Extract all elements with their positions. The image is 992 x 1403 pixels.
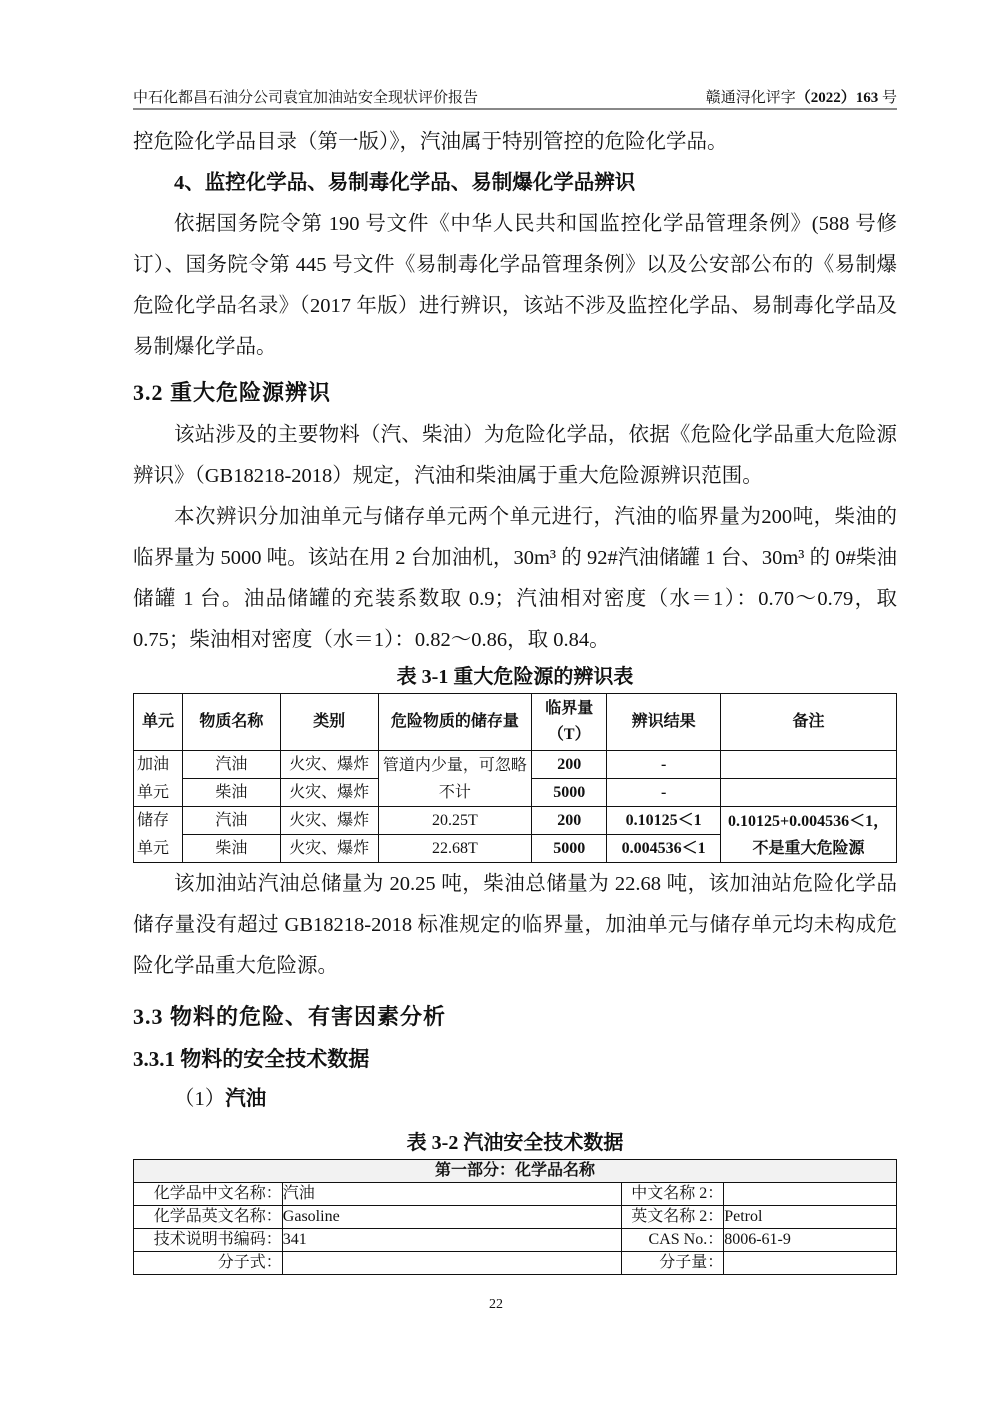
table-row bbox=[134, 1183, 897, 1206]
cell-note bbox=[721, 751, 897, 779]
header-note: 备注 bbox=[721, 694, 897, 751]
paragraph-monitored-chemicals: 依据国务院令第 190 号文件《中华人民共和国监控化学品管理条例》(588 号修订）、国务院令第 445 号文件《易制毒化学品管理条例》以及公安部公布的《易制爆危险化学品名录》（2017 年版）进行辨识，该站不涉及监控化学品、易制毒化学品及易制爆化学品。 bbox=[133, 213, 897, 358]
cell-category: 火灾、爆炸 bbox=[280, 779, 378, 807]
cell-substance: 柴油 bbox=[182, 835, 280, 863]
cell-category: 火灾、爆炸 bbox=[280, 835, 378, 863]
cell-critical: 200 bbox=[532, 751, 607, 779]
value-formula bbox=[282, 1252, 622, 1275]
unit-refuel-line1: 加油 bbox=[134, 751, 183, 779]
label-cn-name: 化学品中文名称： bbox=[134, 1183, 283, 1206]
value-en-name: Gasoline bbox=[282, 1206, 622, 1229]
value-en-name-2: Petrol bbox=[724, 1206, 897, 1229]
cell-result: 0.004536＜1 bbox=[607, 835, 721, 863]
item-title: 汽油 bbox=[225, 1088, 267, 1110]
cell-category: 火灾、爆炸 bbox=[280, 807, 378, 835]
section-heading-3-3-1: 3.3.1 物料的安全技术数据 bbox=[133, 1047, 370, 1071]
gasoline-safety-data-table bbox=[133, 1159, 897, 1275]
unit-refuel-line2: 单元 bbox=[134, 779, 183, 807]
item-heading-gasoline bbox=[133, 1079, 897, 1119]
cell-note bbox=[721, 779, 897, 807]
cell-critical: 5000 bbox=[532, 835, 607, 863]
label-tech-code: 技术说明书编码： bbox=[134, 1229, 283, 1252]
cell-critical: 200 bbox=[532, 807, 607, 835]
cell-category: 火灾、爆炸 bbox=[280, 751, 378, 779]
page-number: 22 bbox=[489, 1297, 503, 1312]
header-storage: 危险物质的储存量 bbox=[378, 694, 532, 751]
paragraph-conclusion: 该加油站汽油总储量为 20.25 吨，柴油总储量为 22.68 吨，该加油站危险化学品储存量没有超过 GB18218-2018 标准规定的临界量，加油单元与储存单元均未构成危险化学品重大危险源。 bbox=[133, 873, 897, 977]
header-category: 类别 bbox=[280, 694, 378, 751]
cell-note-merged bbox=[721, 807, 897, 863]
value-tech-code: 341 bbox=[282, 1229, 622, 1252]
unit-storage-line2: 单元 bbox=[134, 835, 183, 863]
label-formula: 分子式： bbox=[134, 1252, 283, 1275]
report-number bbox=[706, 86, 897, 107]
label-en-name: 化学品英文名称： bbox=[134, 1206, 283, 1229]
table-row bbox=[134, 1252, 897, 1275]
table-row bbox=[134, 1229, 897, 1252]
report-number-year: （2022） bbox=[795, 90, 856, 106]
cell-substance: 汽油 bbox=[182, 751, 280, 779]
table-3-1-caption: 表 3-1 重大危险源的辨识表 bbox=[396, 666, 634, 688]
value-cn-name-2 bbox=[724, 1183, 897, 1206]
header-critical-label: 临界量 bbox=[545, 700, 594, 717]
table-3-2-caption: 表 3-2 汽油安全技术数据 bbox=[406, 1132, 624, 1154]
section-row bbox=[134, 1160, 897, 1183]
header-substance: 物质名称 bbox=[182, 694, 280, 751]
table-row bbox=[134, 807, 897, 835]
cell-result: 0.10125＜1 bbox=[607, 807, 721, 835]
header-critical bbox=[532, 694, 607, 751]
unit-storage-line1: 储存 bbox=[134, 807, 183, 835]
page-header bbox=[133, 86, 897, 110]
table-header-row bbox=[134, 694, 897, 751]
cell-storage-line2: 不计 bbox=[438, 783, 471, 801]
report-number-value: 163 bbox=[855, 90, 879, 106]
header-result: 辨识结果 bbox=[607, 694, 721, 751]
cell-result: - bbox=[607, 751, 721, 779]
label-molecular-weight: 分子量： bbox=[622, 1252, 724, 1275]
report-number-suffix: 号 bbox=[878, 90, 897, 106]
cell-note-line1: 0.10125+0.004536＜1， bbox=[727, 812, 890, 830]
report-title: 中石化都昌石油分公司袁宜加油站安全现状评价报告 bbox=[133, 90, 479, 106]
cell-substance: 柴油 bbox=[182, 779, 280, 807]
cell-substance: 汽油 bbox=[182, 807, 280, 835]
paragraph-continuation: 控危险化学品目录（第一版）》，汽油属于特别管控的危险化学品。 bbox=[133, 131, 728, 153]
value-molecular-weight bbox=[724, 1252, 897, 1275]
section-heading-3-3: 3.3 物料的危险、有害因素分析 bbox=[133, 1004, 447, 1029]
report-number-prefix: 赣通浔化评字 bbox=[705, 90, 796, 106]
section-title: 第一部分：化学品名称 bbox=[134, 1160, 897, 1183]
cell-result: - bbox=[607, 779, 721, 807]
label-cas: CAS No.： bbox=[622, 1229, 724, 1252]
cell-critical: 5000 bbox=[532, 779, 607, 807]
subsection-heading-4: 4、监控化学品、易制毒化学品、易制爆化学品辨识 bbox=[174, 172, 636, 194]
cell-storage: 22.68T bbox=[378, 835, 532, 863]
paragraph-critical-quantity: 本次辨识分加油单元与储存单元两个单元进行，汽油的临界量为200吨，柴油的临界量为 5000 吨。该站在用 2 台加油机，30m³ 的 92#汽油储罐 1 台、30m³ 的 0#柴油储罐 1 台。油品储罐的充装系数取 0.9；汽油相对密度（水＝1）：0.70～0.79，取 0.75；柴油相对密度（水＝1）：0.82～0.86，取 0.84。 bbox=[133, 506, 897, 651]
table-row bbox=[134, 1206, 897, 1229]
section-heading-3-2: 3.2 重大危险源辨识 bbox=[133, 380, 332, 405]
document-body bbox=[133, 122, 897, 1275]
item-number: （1） bbox=[174, 1088, 226, 1110]
header-unit: 单元 bbox=[134, 694, 183, 751]
paragraph-materials: 该站涉及的主要物料（汽、柴油）为危险化学品，依据《危险化学品重大危险源辨识》（GB18218-2018）规定，汽油和柴油属于重大危险源辨识范围。 bbox=[133, 424, 897, 487]
label-cn-name-2: 中文名称 2： bbox=[622, 1183, 724, 1206]
value-cas: 8006-61-9 bbox=[724, 1229, 897, 1252]
value-cn-name: 汽油 bbox=[282, 1183, 622, 1206]
cell-note-line2: 不是重大危险源 bbox=[752, 839, 865, 857]
cell-storage-merged bbox=[378, 751, 532, 807]
header-critical-unit: （T） bbox=[547, 726, 591, 743]
hazard-identification-table bbox=[133, 693, 897, 863]
cell-storage-line1: 管道内少量，可忽略 bbox=[382, 756, 527, 774]
label-en-name-2: 英文名称 2： bbox=[622, 1206, 724, 1229]
cell-storage: 20.25T bbox=[378, 807, 532, 835]
table-row bbox=[134, 751, 897, 779]
